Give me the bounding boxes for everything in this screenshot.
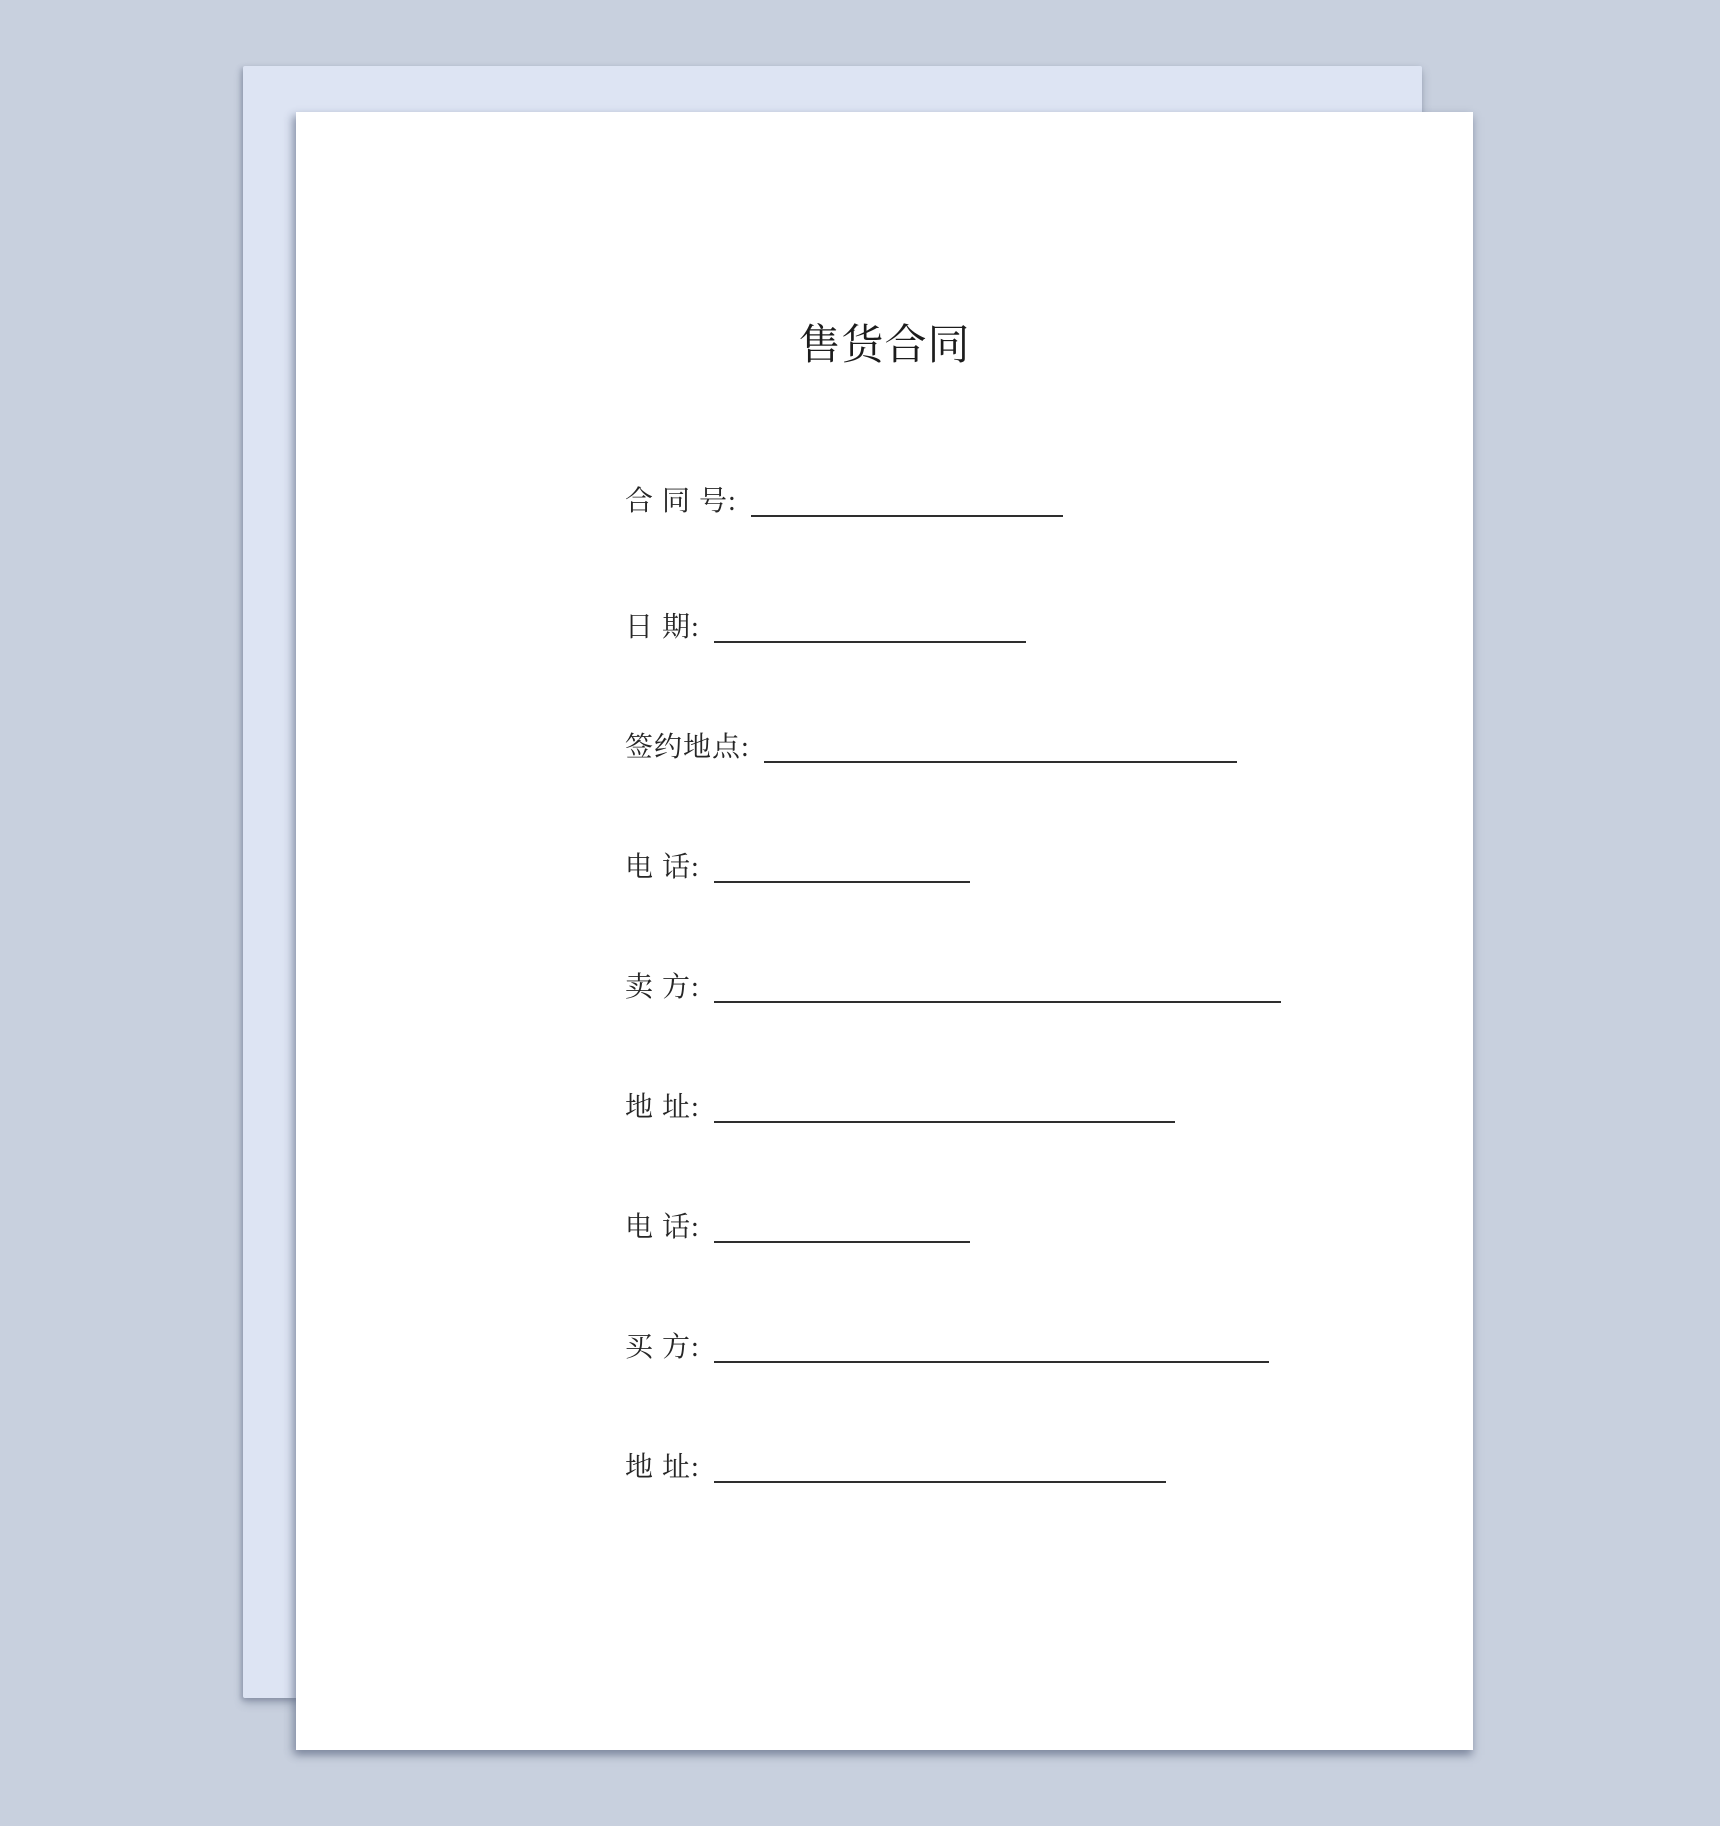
date-label: 日 期: xyxy=(625,612,700,643)
buyer-label: 买 方: xyxy=(625,1332,700,1363)
phone-1-blank-line xyxy=(714,877,970,883)
field-row-signing-place xyxy=(625,730,1237,764)
field-row-date xyxy=(625,610,1026,644)
signing-place-label: 签约地点: xyxy=(625,732,750,763)
address-2-label: 地 址: xyxy=(625,1452,700,1483)
contract-document-page xyxy=(296,112,1473,1750)
field-row-address-1 xyxy=(625,1090,1175,1124)
field-row-phone-2 xyxy=(625,1210,970,1244)
address-1-label: 地 址: xyxy=(625,1092,700,1123)
buyer-blank-line xyxy=(714,1357,1269,1363)
document-title: 售货合同 xyxy=(798,323,971,369)
phone-1-label: 电 话: xyxy=(625,852,700,883)
field-row-address-2 xyxy=(625,1450,1166,1484)
contract-number-blank-line xyxy=(751,511,1063,517)
field-row-seller xyxy=(625,970,1281,1004)
address-2-blank-line xyxy=(714,1477,1166,1483)
signing-place-blank-line xyxy=(764,757,1237,763)
field-row-contract-number xyxy=(625,484,1063,518)
address-1-blank-line xyxy=(714,1117,1175,1123)
seller-blank-line xyxy=(714,997,1281,1003)
date-blank-line xyxy=(714,637,1026,643)
phone-2-blank-line xyxy=(714,1237,970,1243)
field-row-phone-1 xyxy=(625,850,970,884)
phone-2-label: 电 话: xyxy=(625,1212,700,1243)
seller-label: 卖 方: xyxy=(625,972,700,1003)
field-row-buyer xyxy=(625,1330,1269,1364)
contract-number-label: 合 同 号: xyxy=(625,486,737,517)
